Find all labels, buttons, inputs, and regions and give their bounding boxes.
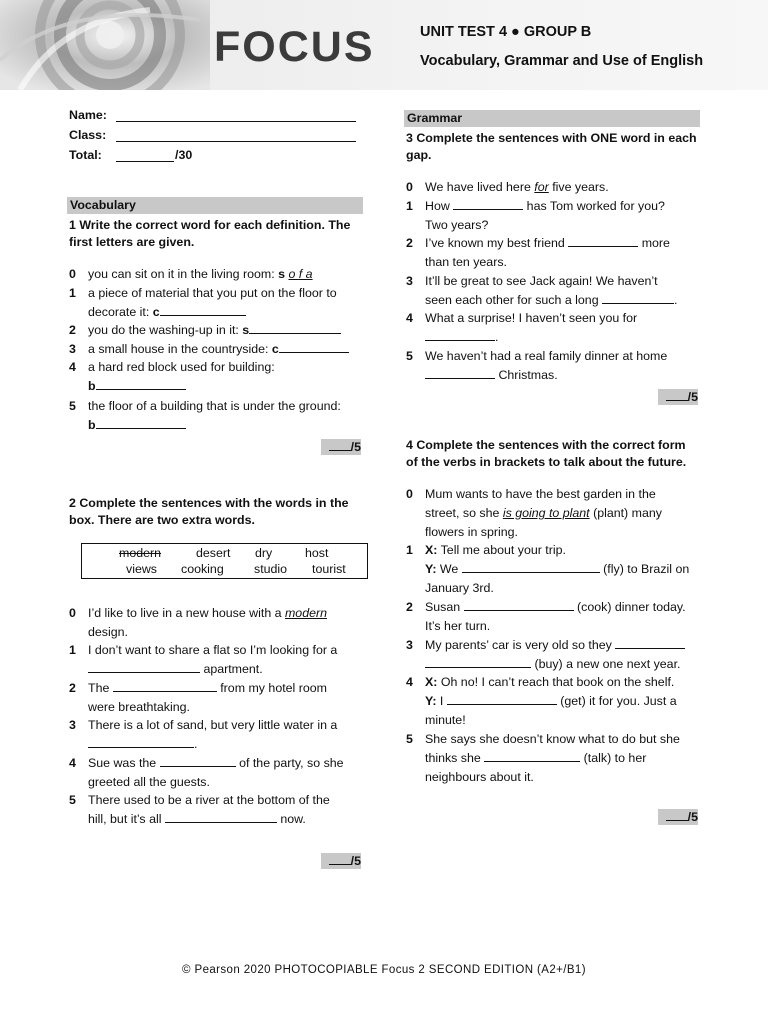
task2-instruction: 2 Complete the sentences with the words in the box. There are two extra words. bbox=[69, 496, 349, 527]
test-title: UNIT TEST 4 ● GROUP B bbox=[420, 24, 592, 40]
example-answer: o f a bbox=[288, 267, 313, 281]
focus-swirl-logo-graphic bbox=[0, 0, 210, 90]
example-answer: modern bbox=[284, 606, 327, 620]
answer-gap[interactable] bbox=[88, 735, 194, 748]
answer-gap[interactable] bbox=[425, 366, 495, 379]
task1-instruction: 1 Write the correct word for each definition. The first letters are given. bbox=[69, 218, 351, 249]
grammar-section-bar: Grammar bbox=[404, 110, 700, 127]
task4-instruction: 4 Complete the sentences with the correct form of the verbs in brackets to talk about the future. bbox=[406, 438, 687, 469]
name-label: Name: bbox=[69, 108, 107, 122]
page-header bbox=[0, 0, 768, 90]
score-gap[interactable] bbox=[329, 439, 351, 451]
answer-gap[interactable] bbox=[113, 679, 217, 692]
example-answer: for bbox=[534, 180, 549, 194]
word-box-item: host bbox=[305, 546, 329, 560]
answer-gap[interactable] bbox=[464, 598, 574, 611]
word-box-item: dry bbox=[255, 546, 273, 560]
answer-gap[interactable] bbox=[160, 303, 246, 316]
class-field[interactable] bbox=[116, 128, 356, 142]
task4-score-box: /5 bbox=[658, 809, 698, 825]
page-footer: © Pearson 2020 PHOTOCOPIABLE Focus 2 SECOND EDITION (A2+/B1) bbox=[182, 964, 586, 976]
answer-gap[interactable] bbox=[602, 291, 674, 304]
vocabulary-section-bar: Vocabulary bbox=[67, 197, 363, 214]
answer-gap[interactable] bbox=[425, 655, 531, 668]
answer-gap[interactable] bbox=[96, 416, 186, 429]
class-label: Class: bbox=[69, 128, 107, 142]
answer-gap[interactable] bbox=[96, 377, 186, 390]
name-field[interactable] bbox=[116, 108, 356, 122]
focus-logo-text: FOCUS bbox=[214, 23, 375, 71]
answer-gap[interactable] bbox=[615, 636, 685, 649]
example-answer: is going to plant bbox=[502, 506, 590, 520]
answer-gap[interactable] bbox=[165, 810, 277, 823]
answer-gap[interactable] bbox=[88, 660, 200, 673]
task2-score-box: /5 bbox=[321, 853, 361, 869]
answer-gap[interactable] bbox=[447, 692, 557, 705]
answer-gap[interactable] bbox=[453, 197, 523, 210]
word-box bbox=[81, 543, 368, 579]
test-subtitle: Vocabulary, Grammar and Use of English bbox=[420, 53, 704, 69]
score-gap[interactable] bbox=[666, 809, 688, 821]
task1-score-box: /5 bbox=[321, 439, 361, 455]
word-box-item: desert bbox=[196, 546, 231, 560]
task3-score-box: /5 bbox=[658, 389, 698, 405]
score-gap[interactable] bbox=[329, 853, 351, 865]
word-box-item: views bbox=[126, 562, 157, 576]
total-field[interactable] bbox=[116, 148, 174, 162]
word-box-item: modern bbox=[119, 546, 162, 560]
answer-gap[interactable] bbox=[160, 754, 236, 767]
word-box-item: studio bbox=[254, 562, 288, 576]
total-label: Total: bbox=[69, 148, 102, 162]
total-max: /30 bbox=[175, 148, 193, 162]
score-gap[interactable] bbox=[666, 389, 688, 401]
word-box-item: cooking bbox=[181, 562, 224, 576]
answer-gap[interactable] bbox=[279, 340, 349, 353]
answer-gap[interactable] bbox=[425, 328, 495, 341]
answer-gap[interactable] bbox=[568, 234, 638, 247]
word-box-item: tourist bbox=[312, 562, 346, 576]
answer-gap[interactable] bbox=[484, 749, 580, 762]
answer-gap[interactable] bbox=[249, 321, 341, 334]
task3-instruction: 3 Complete the sentences with ONE word in each gap. bbox=[406, 131, 697, 162]
answer-gap[interactable] bbox=[462, 560, 600, 573]
